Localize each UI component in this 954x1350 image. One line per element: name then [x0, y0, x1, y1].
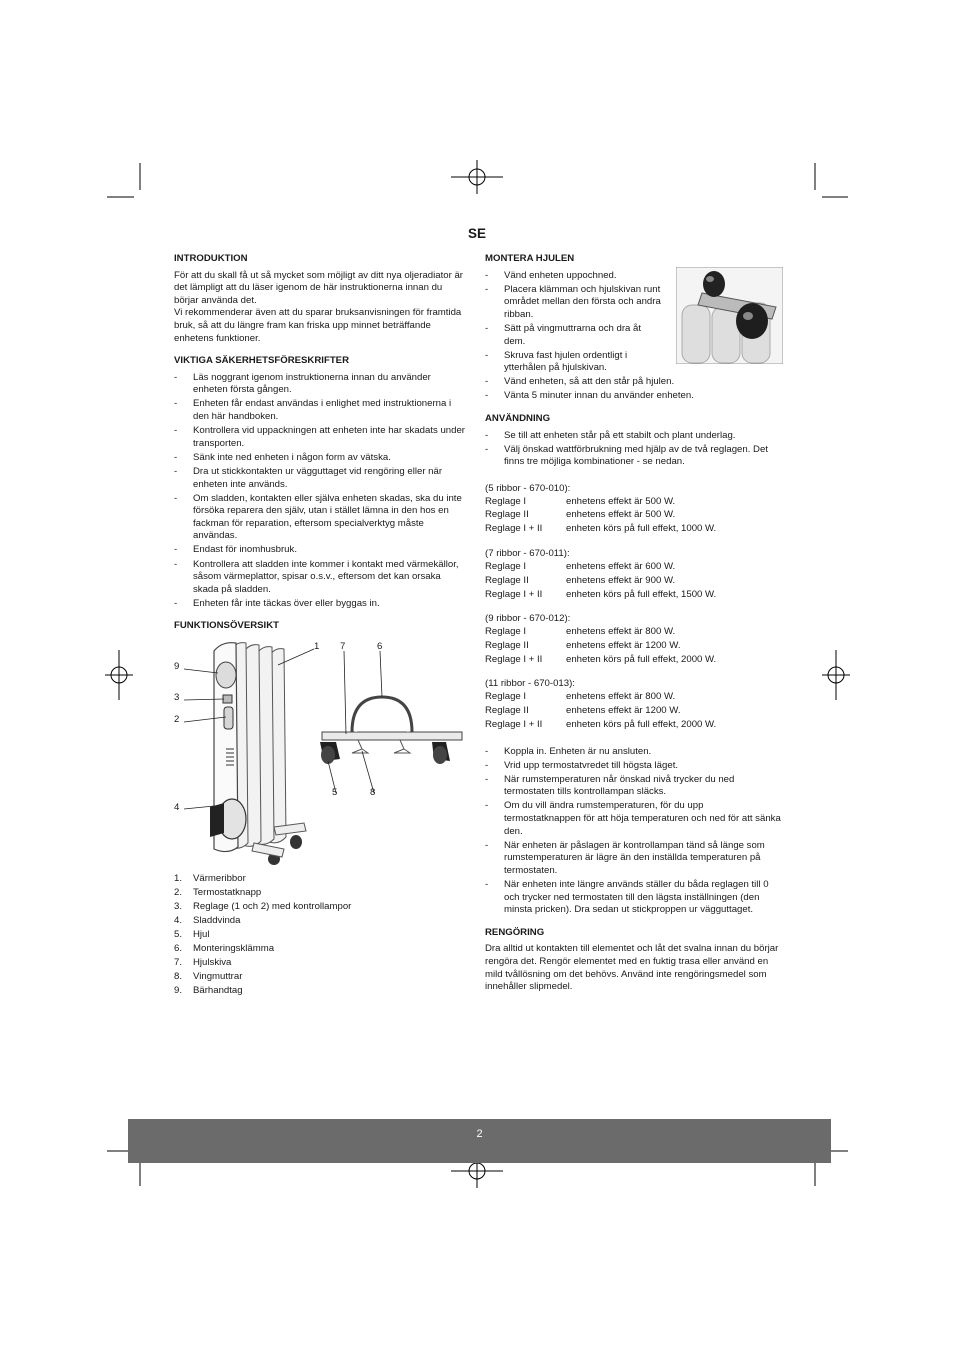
cleaning-title: RENGÖRING	[485, 926, 545, 938]
power-group-7	[485, 548, 781, 601]
table-row	[485, 509, 781, 522]
table-row	[485, 705, 781, 718]
list-item: - Sänk inte ned enheten i någon form av vätska.	[174, 452, 466, 465]
right-column	[485, 253, 781, 1004]
list-item: - Placera klämman och hjulskivan runt området mellan den första och andra ribban.	[485, 284, 662, 322]
callout-2: 2	[174, 714, 180, 726]
list-item: - När enheten inte längre används ställer du båda reglagen till 0 och trycker ned termostaten till den lägsta inställningen (den minsta pricken). Dra sedan ut stickproppen ur vägguttaget.	[485, 879, 781, 917]
list-item: - Sätt på vingmuttrarna och dra åt dem.	[485, 323, 662, 348]
setting-value: enhetens effekt är 1200 W.	[566, 639, 681, 651]
heater-illustration	[174, 637, 474, 867]
setting-value: enhetens effekt är 1200 W.	[566, 704, 681, 716]
callout-3: 3	[174, 692, 180, 704]
intro-section	[174, 253, 466, 345]
list-item: - När rumstemperaturen når önskad nivå trycker du ned termostaten tills kontrollampan släcks.	[485, 774, 781, 799]
part-number: 1.	[174, 873, 183, 885]
setting-label: Reglage I	[485, 560, 527, 572]
part-number: 9.	[174, 984, 183, 996]
list-item	[174, 915, 466, 928]
list-item	[174, 957, 466, 970]
setting-label: Reglage I + II	[485, 653, 543, 665]
table-row	[485, 523, 781, 536]
usage-steps-list	[485, 746, 781, 917]
table-row	[485, 561, 781, 574]
part-label: Hjul	[193, 928, 210, 940]
usage-title: ANVÄNDNING	[485, 413, 551, 425]
setting-value: enhetens effekt är 800 W.	[566, 690, 676, 702]
list-item: - Se till att enheten står på ett stabilt och plant underlag.	[485, 430, 781, 443]
list-item: - Kontrollera att sladden inte kommer i kontakt med värmekällor, såsom värmeplattor, spisar o.s.v., eftersom det kan orsaka skada på sladden.	[174, 559, 466, 597]
table-row	[485, 589, 781, 602]
list-item	[174, 901, 466, 914]
setting-label: Reglage I	[485, 625, 527, 637]
cleaning-section	[485, 927, 781, 994]
intro-title: INTRODUKTION	[174, 253, 248, 264]
part-label: Bärhandtag	[193, 984, 243, 996]
setting-label: Reglage I + II	[485, 588, 543, 600]
intro-paragraph-1: För att du skall få ut så mycket som möjligt av ditt nya oljeradiator är det lämpligt att du läser igenom de här instruktionerna innan du börjar använda det.	[174, 269, 463, 306]
list-item	[174, 873, 466, 886]
page-footer-bar	[128, 1119, 831, 1163]
wheels-title: MONTERA HJULEN	[485, 253, 575, 264]
part-number: 4.	[174, 914, 183, 926]
setting-value: enhetens effekt är 600 W.	[566, 560, 676, 572]
list-item: - Vänd enheten uppochned.	[485, 270, 781, 283]
list-item: - Vrid upp termostatvredet till högsta läget.	[485, 760, 781, 773]
part-label: Reglage (1 och 2) med kontrollampor	[193, 901, 352, 912]
setting-value: enheten körs på full effekt, 1500 W.	[566, 588, 717, 600]
list-item: - Vänd enheten, så att den står på hjulen.	[485, 376, 781, 389]
part-label: Sladdvinda	[193, 914, 241, 926]
part-number: 2.	[174, 887, 183, 899]
setting-label: Reglage II	[485, 509, 529, 521]
setting-value: enhetens effekt är 800 W.	[566, 625, 676, 637]
list-item	[174, 971, 466, 984]
wheels-list	[485, 270, 781, 403]
table-row	[485, 719, 781, 732]
list-item: - Om du vill ändra rumstemperaturen, för du upp termostatknappen för att höja temperaturen och ned för att sänka den.	[485, 800, 781, 838]
part-number: 6.	[174, 942, 183, 954]
power-group-5	[485, 483, 781, 536]
setting-label: Reglage I	[485, 495, 527, 507]
group-heading: (11 ribbor - 670-013):	[485, 678, 575, 690]
callout-4: 4	[174, 802, 180, 814]
callout-8: 8	[370, 787, 376, 799]
part-number: 5.	[174, 928, 183, 940]
setting-label: Reglage II	[485, 639, 529, 651]
list-item	[174, 929, 466, 942]
callout-9: 9	[174, 661, 180, 673]
setting-value: enheten körs på full effekt, 1000 W.	[566, 523, 717, 535]
list-item: - Enheten får endast användas i enlighet med instruktionerna i den här handboken.	[174, 398, 466, 423]
part-label: Värmeribbor	[193, 873, 246, 885]
list-item	[174, 943, 466, 956]
table-row	[485, 575, 781, 588]
list-item: - Kontrollera vid uppackningen att enheten inte har skadats under transporten.	[174, 425, 466, 450]
cleaning-text: Dra alltid ut kontakten till elementet och låt det svalna innan du börjar rengöra det. Rengör elementet med en fuktig trasa eller använd en mild tvållösning om det behövs. Använd inte rengöringsmedel som innehåller slipmedel.	[485, 943, 779, 993]
list-item: - Välj önskad wattförbrukning med hjälp av de två reglagen. Det finns tre möjliga kombinationer - se nedan.	[485, 444, 781, 469]
setting-label: Reglage II	[485, 574, 529, 586]
language-code: SE	[468, 226, 487, 241]
safety-list	[174, 372, 466, 611]
part-label: Hjulskiva	[193, 956, 232, 968]
table-row	[485, 496, 781, 509]
callout-1: 1	[314, 641, 320, 653]
heater-diagram	[174, 637, 474, 867]
part-number: 8.	[174, 970, 183, 982]
setting-label: Reglage I + II	[485, 523, 543, 535]
usage-section	[485, 413, 781, 917]
setting-label: Reglage I + II	[485, 718, 543, 730]
safety-section	[174, 355, 466, 610]
part-label: Vingmuttrar	[193, 970, 243, 982]
list-item: - Enheten får inte täckas över eller byggas in.	[174, 598, 466, 611]
usage-list	[485, 430, 781, 469]
setting-value: enheten körs på full effekt, 2000 W.	[566, 718, 717, 730]
group-heading: (5 ribbor - 670-010):	[485, 482, 571, 494]
setting-value: enhetens effekt är 500 W.	[566, 509, 676, 521]
part-number: 7.	[174, 956, 183, 968]
wheels-section	[485, 253, 781, 403]
setting-label: Reglage I	[485, 690, 527, 702]
left-column	[174, 253, 466, 1008]
list-item: - Endast för inomhusbruk.	[174, 544, 466, 557]
list-item: - Vänta 5 minuter innan du använder enheten.	[485, 390, 781, 403]
part-label: Monteringsklämma	[193, 942, 275, 954]
safety-title: VIKTIGA SÄKERHETSFÖRESKRIFTER	[174, 355, 350, 367]
group-heading: (7 ribbor - 670-011):	[485, 548, 570, 560]
list-item: - Skruva fast hjulen ordentligt i ytterhålen på hjulskivan.	[485, 350, 662, 375]
list-item	[174, 985, 466, 998]
list-item: - Dra ut stickkontakten ur vägguttaget vid rengöring eller när enheten inte används.	[174, 466, 466, 491]
page-number: 2	[476, 1128, 483, 1140]
list-item: - Läs noggrant igenom instruktionerna innan du använder enheten första gången.	[174, 372, 466, 397]
setting-value: enhetens effekt är 500 W.	[566, 495, 676, 507]
callout-6: 6	[377, 641, 383, 653]
power-group-11	[485, 678, 781, 731]
part-label: Termostatknapp	[193, 887, 262, 899]
list-item	[174, 887, 466, 900]
list-item: - När enheten är påslagen är kontrollampan tänd så länge som rumstemperaturen är lägre än den inställda temperaturen på termostaten.	[485, 840, 781, 878]
list-item: - Koppla in. Enheten är nu ansluten.	[485, 746, 781, 759]
table-row	[485, 691, 781, 704]
power-group-9	[485, 613, 781, 666]
setting-value: enhetens effekt är 900 W.	[566, 574, 676, 586]
part-number: 3.	[174, 901, 183, 912]
overview-section	[174, 620, 466, 997]
table-row	[485, 626, 781, 639]
overview-title: FUNKTIONSÖVERSIKT	[174, 620, 280, 632]
setting-label: Reglage II	[485, 704, 529, 716]
setting-value: enheten körs på full effekt, 2000 W.	[566, 653, 717, 665]
callout-5: 5	[332, 787, 338, 799]
list-item: - Om sladden, kontakten eller själva enheten skadas, ska du inte försöka reparera den själv, utan i stället lämna in den hos en fackman för reparation, eftersom specialverktyg måste användas.	[174, 493, 466, 543]
table-row	[485, 654, 781, 667]
callout-7: 7	[340, 641, 346, 653]
parts-list	[174, 873, 466, 997]
intro-paragraph-2: Vi rekommenderar även att du sparar bruksanvisningen för framtida bruk, så att du längre fram kan friska upp minnet beträffande enhetens funktioner.	[174, 307, 462, 344]
group-heading: (9 ribbor - 670-012):	[485, 613, 571, 625]
table-row	[485, 640, 781, 653]
